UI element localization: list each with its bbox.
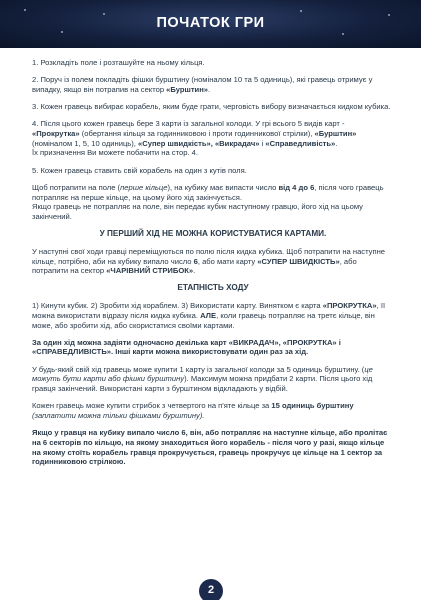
star-decoration (300, 10, 302, 12)
paragraph-7: У наступні свої ходи гравці переміщуються по полю після кидка кубика. Щоб потрапити на наступне кільце, потрібно, аби на кубику випало число 6, або мати карту «СУПЕР ШВИДКІСТЬ», або потрапити на сектор «ЧАРІВНИЙ СТРИБОК». (32, 246, 385, 276)
star-decoration (61, 31, 63, 33)
page-header (0, 0, 421, 48)
paragraph-12: Якщо у гравця на кубику випало число 6, він, або потрапляє на наступне кільце, або пролітає на 6 секторів по кільцю, на якому знаходиться його корабель - після чого у разі, якщо кільце на якому стоїть корабель гравця прокручується, гравець прокручує це кільце на 1 сектор за годинниковою стрілкою. (32, 428, 388, 467)
paragraph-5: 5. Кожен гравець ставить свій корабель на один з кутів поля. (32, 165, 247, 175)
paragraph-8: 1) Кинути кубик. 2) Зробити хід кораблем. 3) Використати карту. Винятком є карта «ПРОКРУТКА», її можна використати відразу після кидка кубика. АЛЕ, коли гравець потрапляє на третє кільце, він може, або зробити хід, або скористатися своїми картами. (32, 301, 386, 330)
paragraph-2: 2. Поруч із полем покладіть фішки бурштину (номіналом 10 та 5 одиниць), які гравець отримує у випадку, якщо він потрапив на сектор «Бурштин». (32, 75, 373, 94)
paragraph-1: 1. Розкладіть поле і розташуйте на ньому кільця. (32, 58, 205, 67)
paragraph-11: Кожен гравець може купити стрибок з четвертого на п'яте кільце за 15 одиниць бурштину (заплатити можна тільки фішками бурштину). (32, 401, 354, 420)
paragraph-6: Щоб потрапити на поле (перше кільце), на кубику має випасти число від 4 до 6, після чого гравець потрапляє на перше кільце, на цьому його хід закінчується. Якщо гравець не потрапляє на поле, він передає кубик наступному гравцю, його хід на цьому закінчений. (32, 182, 384, 221)
star-decoration (24, 9, 26, 11)
rules-content (32, 58, 394, 475)
page-number-badge: 2 (199, 579, 223, 600)
paragraph-10: У будь-який свій хід гравець може купити 1 карту із загальної колоди за 5 одиниць бурштину. (це можуть бути карти або фішки бурштину). Максимум можна придбати 2 карти. Після цього хід гравця закінчений. Використані карти з бурштином відкладають у відбій. (32, 364, 373, 394)
paragraph-3: 3. Кожен гравець вибирає корабель, яким буде грати, черговість вибору визначається кидком кубика. (32, 102, 391, 112)
paragraph-4: 4. Після цього кожен гравець бере 3 карти із загальної колоди. У грі всього 5 видів карт - «Прокрутка» (обертання кільця за годинниковою і проти годинникової стрілки), «Бурштин» (номіналом 1, 5, 10 одиниць), «Супер швидкість», «Викрадач» і «Справедливість». Їх призначення Ви можете побачити на стор. 4. (32, 119, 357, 158)
page-title: ПОЧАТОК ГРИ (156, 15, 265, 31)
section-heading: ЕТАПНІСТЬ ХОДУ (177, 283, 249, 293)
paragraph-9: За один хід можна задіяти одночасно декілька карт «ВИКРАДАЧ», «ПРОКРУТКА» і «СПРАВЕДЛИВІСТЬ». Інші карти можна використовувати один раз за хід. (32, 337, 341, 357)
first-turn-rule: У ПЕРШИЙ ХІД НЕ МОЖНА КОРИСТУВАТИСЯ КАРТАМИ. (99, 229, 327, 239)
star-decoration (342, 33, 344, 35)
